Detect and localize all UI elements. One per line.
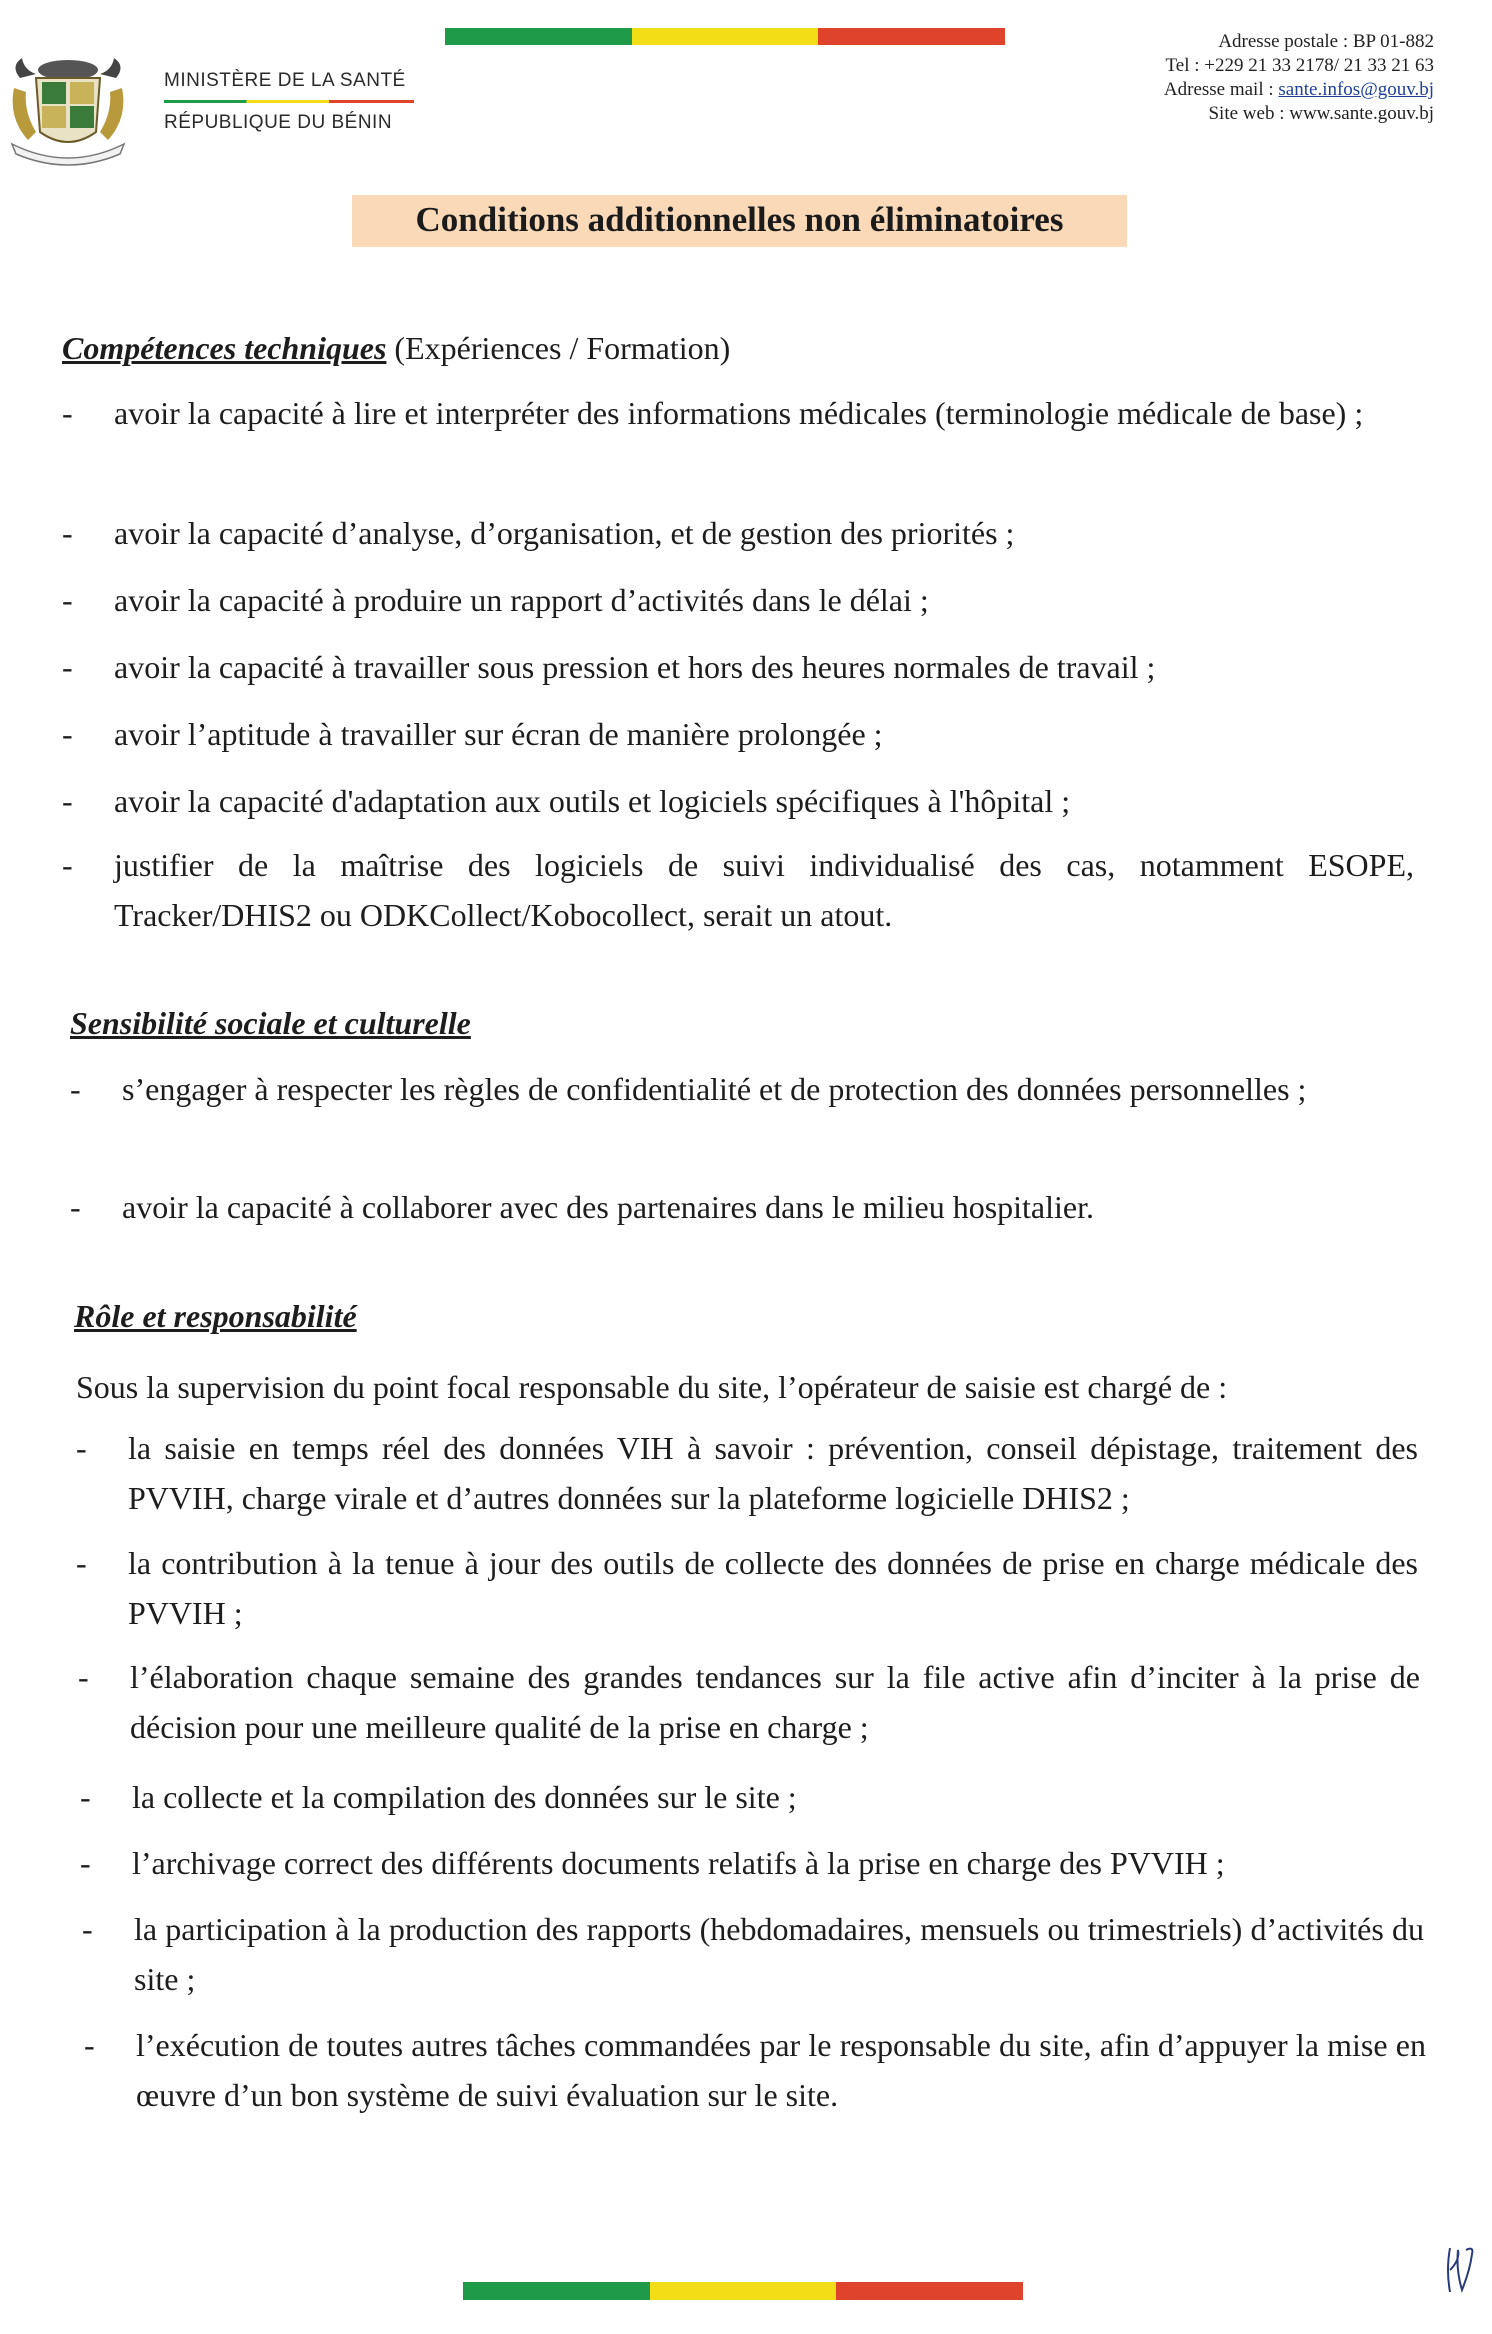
list-item (62, 508, 1404, 558)
bullet-dash: - (84, 2027, 95, 2063)
heading-text: Sensibilité sociale et culturelle (70, 1005, 471, 1041)
list-item (70, 1064, 1412, 1114)
list-item (70, 1182, 1412, 1232)
list-item-text: la collecte et la compilation des données sur le site ; (132, 1779, 797, 1815)
bullet-dash: - (62, 582, 73, 618)
list-item (76, 1538, 1418, 1638)
list-item-text: l’élaboration chaque semaine des grandes tendances sur la file active afin d’inciter à la prise de décision pour une meilleure qualité de la prise en charge ; (130, 1659, 1420, 1745)
bullet-dash: - (62, 847, 73, 883)
country-name: RÉPUBLIQUE DU BÉNIN (164, 112, 393, 133)
bullet-dash: - (76, 1430, 87, 1466)
coat-of-arms-icon (6, 48, 130, 172)
contact-block (1164, 30, 1434, 126)
list-item-text: avoir la capacité à produire un rapport d’activités dans le délai ; (114, 582, 929, 618)
list-item (62, 776, 1404, 826)
flag-bar-bottom (463, 2282, 1023, 2300)
bullet-dash: - (80, 1779, 91, 1815)
role-intro: Sous la supervision du point focal responsable du site, l’opérateur de saisie est chargé de : (76, 1369, 1228, 1405)
email-label: Adresse mail : (1163, 79, 1274, 100)
heading-text: Rôle et responsabilité (74, 1298, 357, 1334)
flag-bar-top (445, 28, 1005, 45)
bullet-dash: - (82, 1911, 93, 1947)
list-item (82, 1904, 1424, 2004)
list-item (80, 1772, 1422, 1822)
list-item-text: avoir la capacité à lire et interpréter des informations médicales (terminologie médicale de base) ; (114, 395, 1364, 431)
bullet-dash: - (78, 1659, 89, 1695)
website: Site web : www.sante.gouv.bj (1208, 103, 1434, 124)
bullet-dash: - (80, 1845, 91, 1881)
bullet-dash: - (62, 395, 73, 431)
section-heading-technical (62, 330, 730, 367)
list-item (76, 1423, 1418, 1523)
list-item-text: s’engager à respecter les règles de confidentialité et de protection des données personnelles ; (122, 1071, 1307, 1107)
heading-suffix: (Expériences / Formation) (386, 330, 731, 366)
section-heading-social (70, 1005, 471, 1042)
bullet-dash: - (62, 515, 73, 551)
list-item (78, 1652, 1420, 1752)
list-item-text: la contribution à la tenue à jour des outils de collecte des données de prise en charge médicale des PVVIH ; (128, 1545, 1418, 1631)
list-item-text: avoir la capacité à travailler sous pression et hors des heures normales de travail ; (114, 649, 1156, 685)
list-item-text: avoir la capacité d’analyse, d’organisation, et de gestion des priorités ; (114, 515, 1015, 551)
heading-text: Compétences techniques (62, 330, 387, 366)
initials-signature-icon (1440, 2240, 1480, 2300)
telephone: Tel : +229 21 33 2178/ 21 33 21 63 (1165, 55, 1434, 76)
tricolor-rule (164, 100, 414, 103)
list-item (62, 840, 1414, 940)
list-item-text: l’exécution de toutes autres tâches commandées par le responsable du site, afin d’appuyer la mise en œuvre d’un bon système de suivi évaluation sur le site. (136, 2027, 1426, 2113)
list-item-text: justifier de la maîtrise des logiciels de suivi individualisé des cas, notamment ESOPE, Tracker/DHIS2 ou ODKCollect/Kobocollect, serait un atout. (114, 847, 1414, 933)
email-line (1164, 78, 1434, 102)
bullet-dash: - (70, 1189, 81, 1225)
bullet-dash: - (76, 1545, 87, 1581)
list-item-text: la participation à la production des rapports (hebdomadaires, mensuels ou trimestriels) d’activités du site ; (134, 1911, 1424, 1997)
bullet-dash: - (62, 783, 73, 819)
list-item (62, 709, 1404, 759)
bullet-dash: - (62, 649, 73, 685)
page-title: Conditions additionnelles non éliminatoires (415, 200, 1064, 239)
list-item (62, 575, 1404, 625)
bullet-dash: - (70, 1071, 81, 1107)
bullet-dash: - (62, 716, 73, 752)
postal-address: Adresse postale : BP 01-882 (1218, 31, 1434, 52)
list-item-text: avoir la capacité d'adaptation aux outils et logiciels spécifiques à l'hôpital ; (114, 783, 1071, 819)
list-item (62, 642, 1404, 692)
list-item (80, 1838, 1422, 1888)
section-heading-role (74, 1298, 357, 1335)
list-item-text: l’archivage correct des différents documents relatifs à la prise en charge des PVVIH ; (132, 1845, 1225, 1881)
ministry-block (164, 70, 414, 134)
list-item-text: avoir l’aptitude à travailler sur écran de manière prolongée ; (114, 716, 883, 752)
email-link[interactable]: sante.infos@gouv.bj (1278, 79, 1434, 100)
ministry-name: MINISTÈRE DE LA SANTÉ (164, 70, 406, 91)
list-item-text: la saisie en temps réel des données VIH à savoir : prévention, conseil dépistage, traitement des PVVIH, charge virale et d’autres données sur la plateforme logicielle DHIS2 ; (128, 1430, 1418, 1516)
list-item-text: avoir la capacité à collaborer avec des partenaires dans le milieu hospitalier. (122, 1189, 1094, 1225)
list-item (62, 388, 1404, 438)
list-item (84, 2020, 1426, 2120)
